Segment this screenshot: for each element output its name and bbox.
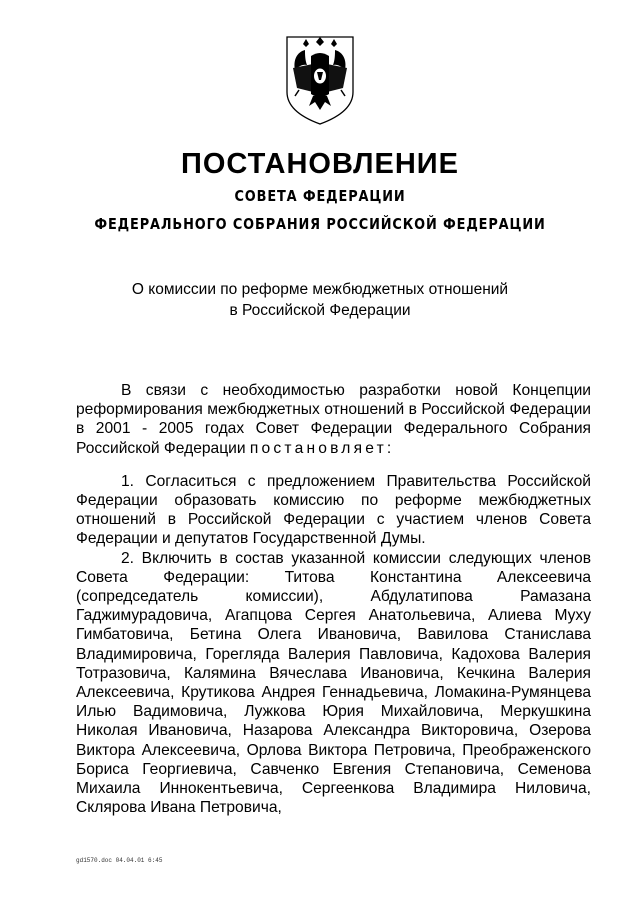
document-body <box>76 381 591 817</box>
double-headed-eagle-emblem-icon <box>283 34 357 126</box>
subject-line-2: в Российской Федерации <box>229 302 411 319</box>
document-title: ПОСТАНОВЛЕНИЕ <box>181 148 459 180</box>
file-reference-footer: gd1570.doc 04.04.01 6:45 <box>76 857 163 864</box>
issuing-body-line-1: СОВЕТА ФЕДЕРАЦИИ <box>234 187 406 205</box>
preamble-paragraph <box>76 381 591 458</box>
decision-word: постановляет: <box>249 439 395 457</box>
document-subject <box>0 279 640 321</box>
preamble-text: В связи с необходимостью разработки новой Концепции реформирования межбюджетных отношений в Российской Федерации в 2001 - 2005 годах Совет Федерации Федерального Собрания Российской Федерации <box>76 382 591 457</box>
subject-line-1: О комиссии по реформе межбюджетных отношений <box>131 281 509 298</box>
issuing-body-line-2: ФЕДЕРАЛЬНОГО СОБРАНИЯ РОССИЙСКОЙ ФЕДЕРАЦИИ <box>94 215 546 233</box>
item-1-paragraph: 1. Согласиться с предложением Правительства Российской Федерации образовать комиссию по реформе межбюджетных отношений в Российской Федерации с участием членов Совета Федерации и депутатов Государственной Думы. <box>76 472 591 548</box>
item-2-paragraph: 2. Включить в состав указанной комиссии следующих членов Совета Федерации: Титова Константина Алексеевича (сопредседатель комиссии), Абдулатипова Рамазана Гаджимурадовича, Агапцова Сергея Анатольевича, Алиева Муху Гимбатовича, Бетина Олега Ивановича, Вавилова Станислава Владимировича, Горегляда Валерия Павловича, Кадохова Валерия Тотразовича, Калямина Вячеслава Ивановича, Кечкина Валерия Алексеевича, Крутикова Андрея Геннадьевича, Ломакина-Румянцева Илью Вадимовича, Лужкова Юрия Михайловича, Меркушкина Николая Ивановича, Назарова Александра Викторовича, Озерова Виктора Алексеевича, Орлова Виктора Петровича, Преображенского Бориса Георгиевича, Савченко Евгения Степановича, Семенова Михаила Иннокентьевича, Сергеенкова Владимира Ниловича, Склярова Ивана Петровича, <box>76 549 591 817</box>
